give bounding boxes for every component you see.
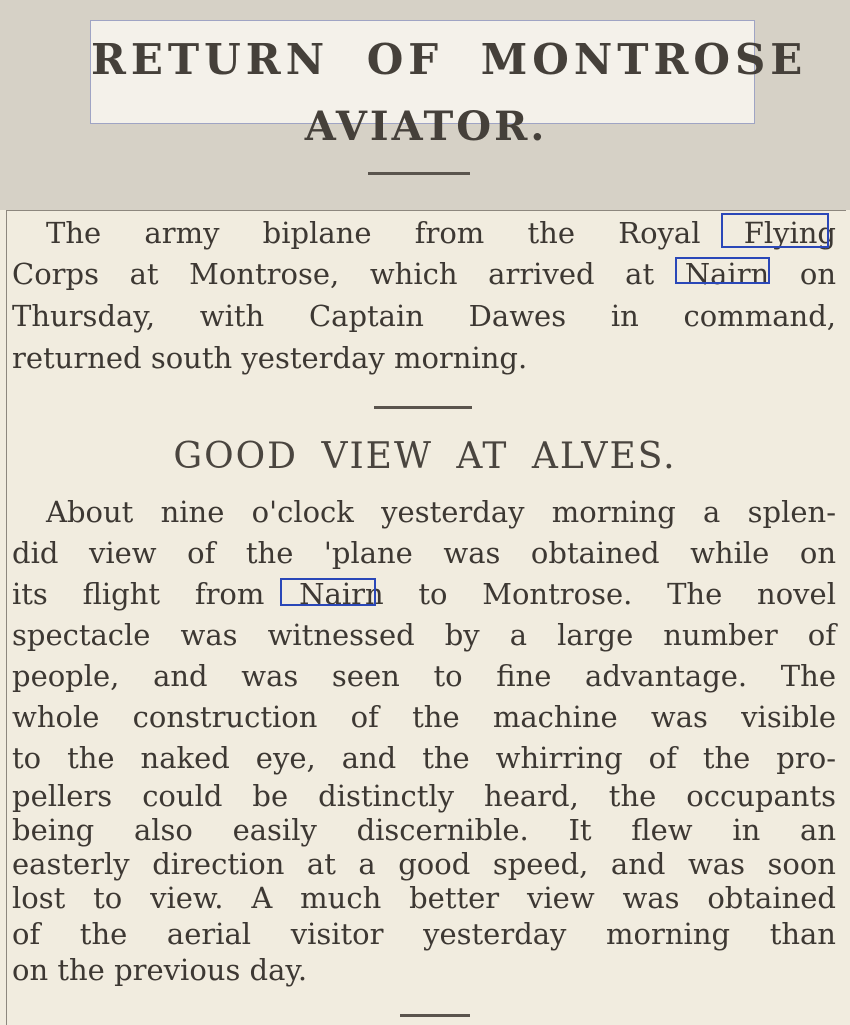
paragraph1-line: returned south yesterday morning.	[12, 341, 528, 375]
paragraph2-line: spectacle was witnessed by a large number of	[12, 618, 836, 652]
subheading: GOOD VIEW AT ALVES.	[173, 436, 677, 477]
paragraph2-line: its flight from Nairn to Montrose. The novel	[12, 577, 836, 611]
divider-rule	[374, 406, 472, 409]
paragraph2-line: to the naked eye, and the whirring of the pro-	[12, 741, 836, 775]
headline-title-line2: AVIATOR.	[304, 103, 548, 150]
divider-rule	[368, 172, 470, 175]
paragraph1-line: The army biplane from the Royal Flying	[46, 216, 836, 250]
paragraph2-line: About nine o'clock yesterday morning a splen-	[46, 495, 836, 529]
divider-rule	[400, 1014, 470, 1017]
paragraph2-line: on the previous day.	[12, 953, 308, 987]
paragraph1-line: Thursday, with Captain Dawes in command,	[12, 299, 836, 333]
search-highlight-box[interactable]	[721, 213, 829, 248]
paragraph2-line: easterly direction at a good speed, and was soon	[12, 847, 836, 881]
paragraph2-line: lost to view. A much better view was obtained	[12, 881, 836, 915]
headline-box	[90, 20, 808, 150]
paragraph2-line: did view of the 'plane was obtained while on	[12, 536, 836, 570]
paragraph2-line: whole construction of the machine was visible	[12, 700, 836, 734]
headline-title: RETURN OF MONTROSE	[91, 35, 808, 84]
paragraph2-line: of the aerial visitor yesterday morning than	[12, 917, 836, 951]
search-highlight-box[interactable]	[675, 257, 770, 284]
search-highlight-box[interactable]	[280, 578, 376, 606]
paragraph2-line: pellers could be distinctly heard, the occupants	[12, 779, 836, 813]
paragraph1-line: Corps at Montrose, which arrived at Nairn on	[12, 257, 836, 291]
paragraph2-line: being also easily discernible. It flew in an	[12, 813, 836, 847]
paragraph2-line: people, and was seen to fine advantage. The	[12, 659, 836, 693]
